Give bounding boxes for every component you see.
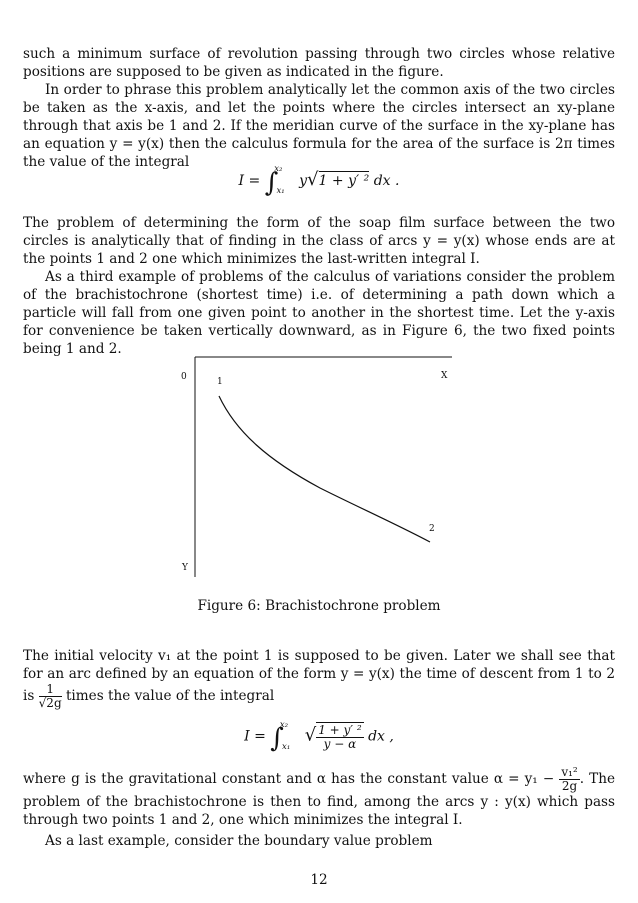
eq2-tail: dx , (368, 728, 394, 745)
eq1-upper-limit: x₂ (274, 164, 283, 174)
integral-sign: ∫ (264, 168, 279, 198)
eq2-upper-limit: x₂ (279, 719, 289, 730)
eq2-fraction (316, 722, 363, 751)
point-1-label: 1 (217, 377, 223, 387)
x-axis-label: X (441, 371, 448, 381)
eq1-lhs: I = (238, 173, 261, 189)
eq2-denominator: y − α (323, 737, 357, 751)
integral-sign: ∫ (270, 723, 284, 754)
origin-label: 0 (181, 372, 187, 382)
paragraph-6-text-a: where g is the gravitational constant and α has the constant value α = y₁ − (23, 771, 555, 787)
brachistochrone-curve (219, 396, 430, 542)
alpha-frac-num: v₁² (561, 765, 578, 779)
paragraph-3: The problem of determining the form of the soap film surface between the two circles is analytically that of finding in the class of arcs y = y(x) whose ends are at the points 1 and 2 one which minimizes the last-written integral I. (23, 215, 615, 268)
alpha-frac-den: 2g (561, 779, 578, 793)
paragraph-1: such a minimum surface of revolution passing through two circles whose relative positions are supposed to be given as indicated in the figure. (23, 46, 615, 81)
sqrt-symbol: √ (304, 724, 317, 746)
paragraph-6 (23, 766, 615, 829)
paragraph-4: As a third example of problems of the calculus of variations consider the problem of the brachistochrone (shortest time) i.e. of determining a path down which a particle will fall from one given point to another in the shortest time. Let the y-axis for convenience be taken vertically downward, as in Figure 6, the two fixed points being 1 and 2. (23, 269, 615, 358)
descent-frac-den: √2g (38, 696, 62, 711)
paragraph-5-text-b: times the value of the integral (65, 688, 275, 705)
figure-caption: Figure 6: Brachistochrone problem (197, 598, 441, 614)
eq2-lhs: I = (244, 728, 266, 745)
eq2-numerator: 1 + y′ ² (318, 723, 362, 737)
eq1-tail: dx . (373, 173, 400, 189)
eq2-lower-limit: x₁ (282, 741, 291, 752)
descent-frac-num: 1 (39, 683, 62, 697)
eq1-integrand: y (299, 173, 308, 189)
alpha-fraction (559, 766, 579, 793)
eq1-radicand: 1 + y′ ² (318, 173, 370, 189)
paragraph-5-text-a: The initial velocity v₁ at the point 1 is supposed to be given. Later we shall see that for an arc defined by an equation of the form y = y(x) the time of descent from 1 to 2 is (23, 648, 615, 705)
sqrt-symbol: √ (307, 169, 319, 190)
y-axis-label: Y (182, 563, 188, 573)
equation-descent-time (0, 719, 638, 754)
paragraph-2: In order to phrase this problem analytically let the common axis of the two circles be taken as the x-axis, and let the points where the circles intersect an xy-plane through that axis be 1 and 2. If the meridian curve of the surface in the xy-plane has an equation y = y(x) then the calculus formula for the area of the surface is 2π times the value of the integral (23, 82, 615, 171)
paragraph-7: As a last example, consider the boundary value problem (45, 833, 433, 849)
point-2-label: 2 (429, 524, 435, 534)
descent-time-fraction (39, 683, 62, 710)
paragraph-6-text-b: . The problem of the brachistochrone is then to find, among the arcs y : y(x) which pass through two points 1 and 2, one which minimizes the integral I. (23, 771, 615, 829)
eq1-lower-limit: x₁ (276, 186, 285, 196)
page-number: 12 (310, 872, 328, 888)
paragraph-5 (23, 647, 615, 710)
